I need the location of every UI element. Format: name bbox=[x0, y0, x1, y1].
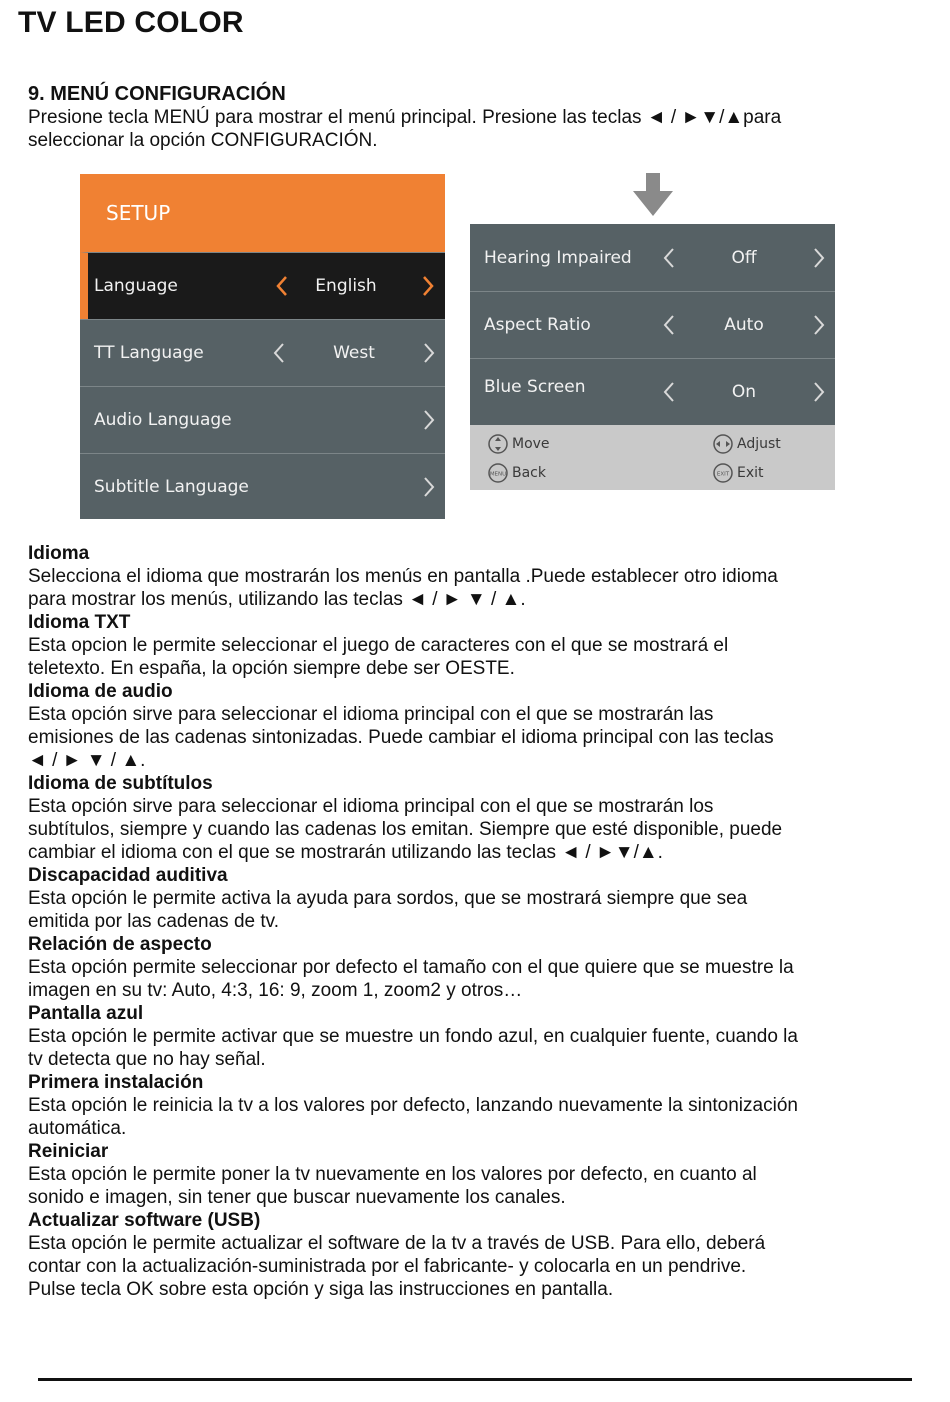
menu-item-label: TT Language bbox=[94, 343, 204, 363]
intro-section bbox=[28, 82, 908, 152]
help-back bbox=[488, 463, 546, 483]
menu-item-language[interactable] bbox=[80, 252, 445, 319]
menu-item-label: Blue Screen bbox=[484, 376, 586, 397]
menu-item-value: On bbox=[731, 382, 757, 402]
menu-item-label: Subtitle Language bbox=[94, 477, 249, 497]
section-line: sonido e imagen, sin tener que buscar nuevamente los canales. bbox=[28, 1187, 566, 1208]
section-line: cambiar el idioma con el que se mostrarán utilizando las teclas ◄ / ►▼/▲. bbox=[28, 842, 663, 863]
menu-item-hearing-impaired[interactable] bbox=[470, 224, 835, 291]
help-move bbox=[488, 434, 550, 454]
help-exit bbox=[713, 463, 764, 483]
help-adjust-label: Adjust bbox=[737, 436, 781, 452]
svg-text:MENU: MENU bbox=[489, 471, 507, 478]
menu-item-aspect-ratio[interactable] bbox=[470, 291, 835, 358]
help-exit-label: Exit bbox=[737, 465, 764, 481]
section-title: Relación de aspecto bbox=[28, 934, 212, 955]
chevron-right-icon[interactable] bbox=[423, 476, 435, 498]
section-line: Esta opción le permite activar que se muestre un fondo azul, en cualquier fuente, cuando la bbox=[28, 1026, 798, 1047]
menu-item-label: Hearing Impaired bbox=[484, 247, 632, 268]
menu-item-audio-language[interactable] bbox=[80, 386, 445, 453]
section-line: Esta opcion le permite seleccionar el juego de caracteres con el que se mostrará el bbox=[28, 635, 729, 656]
section-title: Idioma TXT bbox=[28, 612, 131, 633]
chevron-left-icon[interactable] bbox=[273, 342, 285, 364]
section-line: Esta opción le permite poner la tv nuevamente en los valores por defecto, en cuanto al bbox=[28, 1164, 757, 1185]
section-line: automática. bbox=[28, 1118, 127, 1139]
intro-text-line: seleccionar la opción CONFIGURACIÓN. bbox=[28, 130, 378, 151]
section-title: Idioma de subtítulos bbox=[28, 773, 213, 794]
navigation-pad-icon bbox=[488, 434, 508, 454]
svg-text:EXIT: EXIT bbox=[716, 471, 730, 478]
section-heading: 9. MENÚ CONFIGURACIÓN bbox=[28, 83, 286, 105]
section-line: imagen en su tv: Auto, 4:3, 16: 9, zoom 1, zoom2 y otros… bbox=[28, 980, 523, 1001]
chevron-right-icon[interactable] bbox=[813, 381, 825, 403]
chevron-right-icon[interactable] bbox=[813, 247, 825, 269]
chevron-right-icon[interactable] bbox=[423, 342, 435, 364]
section-line: contar con la actualización-suministrada por el fabricante- y colocarla en un pendrive. bbox=[28, 1256, 747, 1277]
section-title: Discapacidad auditiva bbox=[28, 865, 228, 886]
section-title: Primera instalación bbox=[28, 1072, 204, 1093]
help-back-label: Back bbox=[512, 465, 546, 481]
menu-item-label: Language bbox=[94, 276, 178, 296]
help-bar bbox=[470, 425, 835, 490]
section-line: Esta opción le permite activa la ayuda para sordos, que se mostrará siempre que sea bbox=[28, 888, 748, 909]
section-title: Idioma bbox=[28, 543, 90, 564]
section-line: Esta opción le reinicia la tv a los valores por defecto, lanzando nuevamente la sintonización bbox=[28, 1095, 798, 1116]
menu-item-label: Aspect Ratio bbox=[484, 315, 591, 335]
descriptions bbox=[28, 542, 908, 1301]
help-move-label: Move bbox=[512, 436, 550, 452]
section-line: para mostrar los menús, utilizando las teclas ◄ / ► ▼ / ▲. bbox=[28, 589, 526, 610]
setup-menu-header: SETUP bbox=[80, 174, 445, 252]
menu-item-value: Auto bbox=[724, 315, 764, 335]
arrow-down-icon bbox=[631, 173, 675, 217]
section-line: teletexto. En españa, la opción siempre debe ser OESTE. bbox=[28, 658, 515, 679]
menu-item-value: Off bbox=[731, 247, 757, 268]
section-line: Pulse tecla OK sobre esta opción y siga las instrucciones en pantalla. bbox=[28, 1279, 614, 1300]
intro-text-line: Presione tecla MENÚ para mostrar el menú principal. Presione las teclas ◄ / ►▼/▲para bbox=[28, 107, 782, 128]
menu-key-icon bbox=[488, 463, 508, 483]
menu-item-blue-screen[interactable] bbox=[470, 358, 835, 425]
exit-key-icon bbox=[713, 463, 733, 483]
chevron-right-icon[interactable] bbox=[422, 275, 434, 297]
menu-item-tt-language[interactable] bbox=[80, 319, 445, 386]
chevron-left-icon[interactable] bbox=[663, 314, 675, 336]
section-line: Selecciona el idioma que mostrarán los menús en pantalla .Puede establecer otro idioma bbox=[28, 566, 778, 587]
section-title: Pantalla azul bbox=[28, 1003, 144, 1024]
section-line: emitida por las cadenas de tv. bbox=[28, 911, 280, 932]
section-line: Esta opción sirve para seleccionar el idioma principal con el que se mostrarán los bbox=[28, 796, 714, 817]
menu-item-value: West bbox=[333, 343, 375, 363]
settings-menu-panel bbox=[470, 224, 835, 490]
menu-item-label: Audio Language bbox=[94, 410, 232, 430]
footer-divider bbox=[38, 1378, 912, 1381]
chevron-left-icon[interactable] bbox=[663, 247, 675, 269]
chevron-right-icon[interactable] bbox=[813, 314, 825, 336]
section-line: ◄ / ► ▼ / ▲. bbox=[28, 750, 146, 771]
help-adjust bbox=[713, 434, 781, 454]
menu-item-subtitle-language[interactable] bbox=[80, 453, 445, 520]
section-line: Esta opción le permite actualizar el software de la tv a través de USB. Para ello, deberá bbox=[28, 1233, 766, 1254]
section-line: subtítulos, siempre y cuando las cadenas los emitan. Siempre que esté disponible, puede bbox=[28, 819, 783, 840]
section-title: Reiniciar bbox=[28, 1141, 109, 1162]
section-line: Esta opción sirve para seleccionar el idioma principal con el que se mostrarán las bbox=[28, 704, 714, 725]
menu-item-value: English bbox=[315, 276, 377, 296]
section-title: Idioma de audio bbox=[28, 681, 173, 702]
chevron-left-icon[interactable] bbox=[276, 275, 288, 297]
left-right-pad-icon bbox=[713, 434, 733, 454]
chevron-right-icon[interactable] bbox=[423, 409, 435, 431]
document-title: TV LED COLOR bbox=[18, 6, 244, 39]
setup-menu-panel bbox=[80, 174, 445, 519]
chevron-left-icon[interactable] bbox=[663, 381, 675, 403]
section-line: tv detecta que no hay señal. bbox=[28, 1049, 266, 1070]
section-line: emisiones de las cadenas sintonizadas. Puede cambiar el idioma principal con las teclas bbox=[28, 727, 774, 748]
section-title: Actualizar software (USB) bbox=[28, 1210, 261, 1231]
section-line: Esta opción permite seleccionar por defecto el tamaño con el que quiere que se muestre la bbox=[28, 957, 794, 978]
